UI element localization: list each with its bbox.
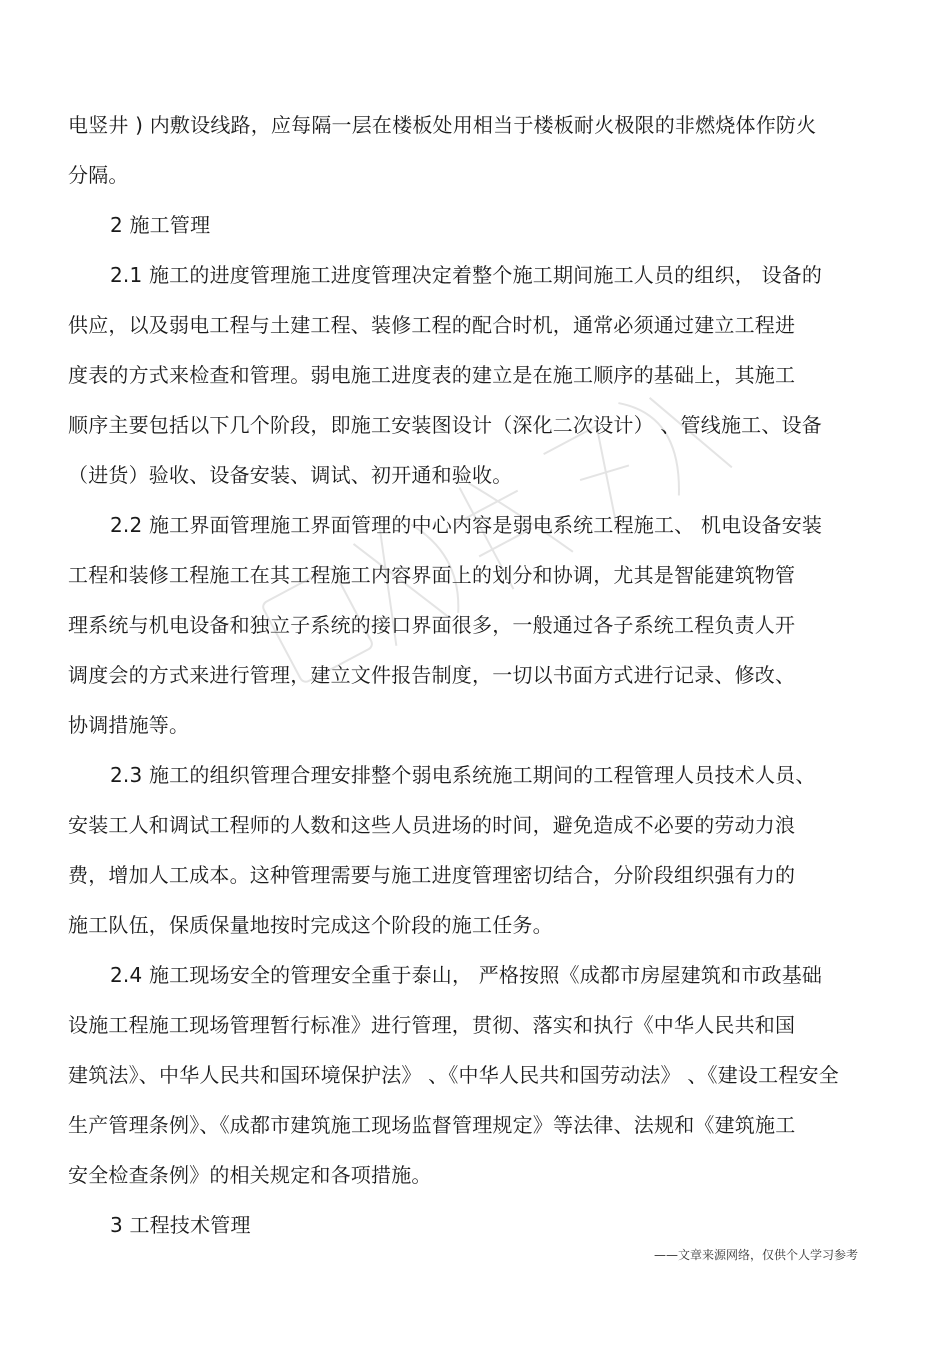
text-line: 协调措施等。 <box>68 713 190 737</box>
text-line: 度表的方式来检查和管理。弱电施工进度表的建立是在施工顺序的基础上，其施工 <box>68 363 796 387</box>
text-line: 理系统与机电设备和独立子系统的接口界面很多，一般通过各子系统工程负责人开 <box>68 613 796 637</box>
text-line: （进货）验收、设备安装、调试、初开通和验收。 <box>68 463 513 487</box>
text-line: 费，增加人工成本。这种管理需要与施工进度管理密切结合，分阶段组织强有力的 <box>68 863 796 887</box>
text-line: 施工队伍，保质保量地按时完成这个阶段的施工任务。 <box>68 913 553 937</box>
text-line: 建筑法》、中华人民共和国环境保护法》 、《中华人民共和国劳动法》 、《建设工程安全 <box>68 1063 839 1087</box>
text-line: 2.1 施工的进度管理施工进度管理决定着整个施工期间施工人员的组织， 设备的 <box>110 263 823 287</box>
section-heading: 3 工程技术管理 <box>110 1213 251 1237</box>
source-footer: ——文章来源网络，仅供个人学习参考 <box>653 1248 858 1262</box>
text-line: 设施工程施工现场管理暂行标准》进行管理，贯彻、落实和执行《中华人民共和国 <box>68 1013 796 1037</box>
text-line: 顺序主要包括以下几个阶段，即施工安装图设计（深化二次设计） 、管线施工、设备 <box>68 413 822 437</box>
text-line: 2.3 施工的组织管理合理安排整个弱电系统施工期间的工程管理人员技术人员、 <box>110 763 816 787</box>
text-line: 供应，以及弱电工程与土建工程、装修工程的配合时机，通常必须通过建立工程进 <box>68 313 796 337</box>
text-line: 生产管理条例》、《成都市建筑施工现场监督管理规定》等法律、法规和《建筑施工 <box>68 1113 796 1137</box>
text-line: 2.4 施工现场安全的管理安全重于泰山， 严格按照《成都市房屋建筑和市政基础 <box>110 963 823 987</box>
text-line: 分隔。 <box>68 163 129 187</box>
text-line: 调度会的方式来进行管理，建立文件报告制度，一切以书面方式进行记录、修改、 <box>68 663 796 687</box>
text-line: 2.2 施工界面管理施工界面管理的中心内容是弱电系统工程施工、 机电设备安装 <box>110 513 823 537</box>
text-line: 安装工人和调试工程师的人数和这些人员进场的时间，避免造成不必要的劳动力浪 <box>68 813 796 837</box>
text-line: 电竖井 ) 内敷设线路，应每隔一层在楼板处用相当于楼板耐火极限的非燃烧体作防火 <box>68 113 817 137</box>
section-heading: 2 施工管理 <box>110 213 211 237</box>
text-line: 工程和装修工程施工在其工程施工内容界面上的划分和协调，尤其是智能建筑物管 <box>68 563 796 587</box>
text-line: 安全检查条例》的相关规定和各项措施。 <box>68 1163 432 1187</box>
watermark-graphic <box>200 330 820 750</box>
